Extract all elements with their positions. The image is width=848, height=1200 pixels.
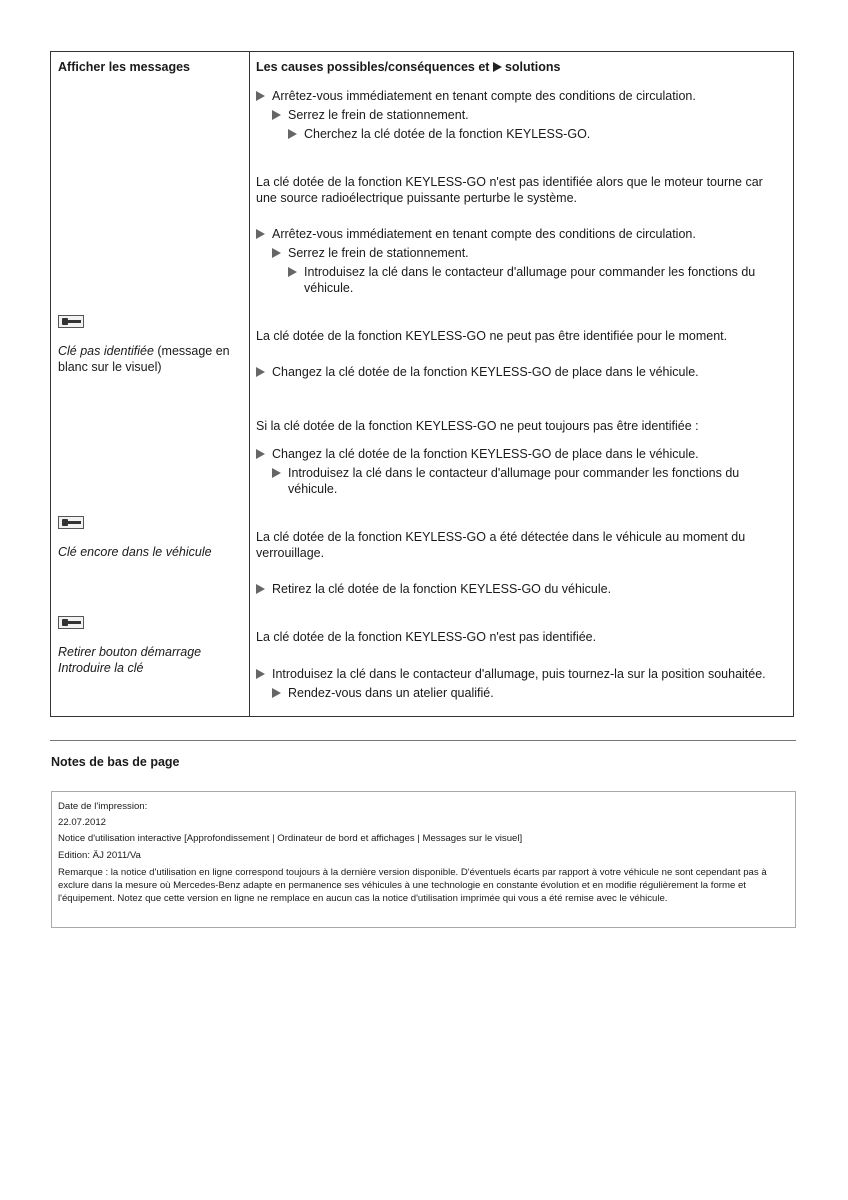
- column-header-messages: Afficher les messages: [58, 60, 191, 74]
- messages-table: [50, 51, 794, 717]
- cause-text: La clé dotée de la fonction KEYLESS-GO a été détectée dans le véhicule au moment du verrouillage.: [256, 530, 746, 560]
- arrow-right-icon: [288, 267, 297, 277]
- solution-step: Arrêtez-vous immédiatement en tenant compte des conditions de circulation.: [256, 226, 696, 242]
- solution-step: Serrez le frein de stationnement.: [272, 107, 469, 123]
- arrow-right-icon: [288, 129, 297, 139]
- arrow-right-icon: [272, 248, 281, 258]
- cause-text: Si la clé dotée de la fonction KEYLESS-GO ne peut toujours pas être identifiée :: [256, 419, 699, 433]
- column-header-solutions-text: solutions: [504, 60, 561, 74]
- cause-text: La clé dotée de la fonction KEYLESS-GO n'est pas identifiée.: [256, 630, 597, 644]
- notice-path: Notice d'utilisation interactive [Approfondissement | Ordinateur de bord et affichages | Messages sur le visuel]: [58, 833, 523, 844]
- arrow-right-icon: [493, 62, 502, 72]
- solution-step: Changez la clé dotée de la fonction KEYLESS-GO de place dans le véhicule.: [256, 446, 699, 462]
- solution-step: Serrez le frein de stationnement.: [272, 245, 469, 261]
- edition: Edition: ÄJ 2011/Va: [58, 850, 141, 861]
- message-label: Clé encore dans le véhicule: [58, 545, 212, 559]
- message-label: Retirer bouton démarrage: [58, 645, 202, 659]
- message-label: Clé pas identifiée (message en blanc sur le visuel): [58, 344, 230, 374]
- print-date: 22.07.2012: [58, 817, 107, 828]
- arrow-right-icon: [256, 91, 265, 101]
- key-icon: [58, 516, 84, 529]
- cause-text: La clé dotée de la fonction KEYLESS-GO n'est pas identifiée alors que le moteur tourne car une source radioélectrique puissante perturbe le système.: [256, 175, 763, 205]
- solution-step: Cherchez la clé dotée de la fonction KEYLESS-GO.: [288, 126, 590, 142]
- section-divider: [50, 740, 796, 741]
- arrow-right-icon: [256, 584, 265, 594]
- arrow-right-icon: [256, 229, 265, 239]
- arrow-right-icon: [256, 367, 265, 377]
- arrow-right-icon: [272, 110, 281, 120]
- message-label: Introduire la clé: [58, 661, 144, 675]
- cause-text: La clé dotée de la fonction KEYLESS-GO ne peut pas être identifiée pour le moment.: [256, 329, 728, 343]
- arrow-right-icon: [256, 669, 265, 679]
- arrow-right-icon: [272, 468, 281, 478]
- column-header-causes: [256, 59, 561, 75]
- column-header-causes-text: Les causes possibles/conséquences et: [256, 60, 490, 74]
- arrow-right-icon: [272, 688, 281, 698]
- footnotes-title: Notes de bas de page: [51, 755, 180, 769]
- solution-step: Arrêtez-vous immédiatement en tenant compte des conditions de circulation.: [256, 88, 696, 104]
- solution-step: Changez la clé dotée de la fonction KEYLESS-GO de place dans le véhicule.: [256, 364, 699, 380]
- remark: Remarque : la notice d'utilisation en ligne correspond toujours à la dernière version disponible. D'éventuels écarts par rapport à votre véhicule ne sont cependant pas à exclure dans la mesure où Mercedes-Benz adapte en permanence ses véhicules à une technologie en constante évolution et en modifie régulièrement la forme et l'équipement. Notez que cette version en ligne ne remplace en aucun cas la notice d'utilisation imprimée qui vous a été remise avec le véhicule.: [58, 867, 767, 904]
- footnotes-box: [51, 791, 796, 928]
- key-icon: [58, 616, 84, 629]
- print-date-label: Date de l'impression:: [58, 801, 148, 812]
- solution-step: Introduisez la clé dans le contacteur d'allumage, puis tournez-la sur la position souhaitée.: [256, 666, 766, 682]
- key-icon: [58, 315, 84, 328]
- column-divider: [249, 52, 250, 716]
- solution-step: Rendez-vous dans un atelier qualifié.: [272, 685, 494, 701]
- arrow-right-icon: [256, 449, 265, 459]
- solution-step: Introduisez la clé dans le contacteur d'allumage pour commander les fonctions du véhicule.: [272, 465, 778, 497]
- solution-step: Introduisez la clé dans le contacteur d'allumage pour commander les fonctions du véhicule.: [288, 264, 784, 296]
- solution-step: Retirez la clé dotée de la fonction KEYLESS-GO du véhicule.: [256, 581, 611, 597]
